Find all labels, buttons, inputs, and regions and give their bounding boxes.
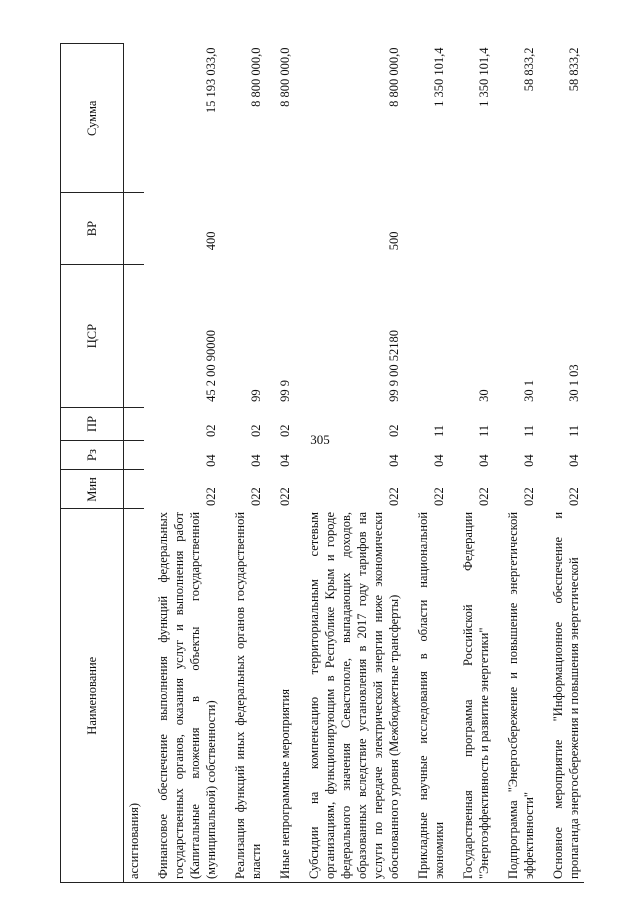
row-csr: 45 2 00 90000: [204, 330, 218, 402]
row-min: 022: [249, 487, 263, 506]
header-min: Мин: [61, 470, 124, 509]
row-rz: 04: [477, 454, 491, 467]
row-csr: 99: [249, 389, 263, 402]
row-sum: 8 800 000,0: [278, 47, 292, 107]
row-pr: 11: [477, 425, 491, 438]
row-csr: 30 1: [522, 380, 536, 402]
row-min: 022: [432, 487, 446, 506]
row-rz: 04: [432, 454, 446, 467]
row-vr: [124, 193, 145, 264]
row-vr: 400: [204, 231, 218, 251]
table-row: [124, 44, 145, 883]
row-pr: 11: [432, 425, 446, 438]
row-csr: 99 9: [278, 380, 292, 402]
row-csr: 99 9 00 52180: [387, 330, 401, 402]
table-row: [153, 44, 221, 883]
table-row: [548, 44, 584, 883]
row-sum: 1 350 101,4: [432, 47, 446, 107]
row-sum: 8 800 000,0: [249, 47, 263, 107]
row-sum: 8 800 000,0: [387, 47, 401, 107]
row-pr: 11: [522, 425, 536, 438]
row-name: Реализация функций иных федеральных органов государственной власти: [230, 509, 266, 883]
row-pr: 02: [278, 424, 292, 438]
row-name: Субсидии на компенсацию территориальным сетевым организациям, функционирующим в Республике Крым и городе федерального значения Севастополе, выпадающих доходов, образованных вследствие установления в 2017 году тарифов на услуги по передаче электрической энергии ниже экономически обоснованного уровня (Межбюджетные трансферты): [304, 509, 404, 883]
row-name: ассигнования): [124, 509, 145, 883]
row-pr: 02: [387, 424, 401, 438]
row-pr: 11: [567, 425, 581, 438]
header-pr: ПР: [61, 408, 124, 440]
row-csr: 30: [477, 389, 491, 402]
budget-table: [60, 43, 584, 883]
row-name: Прикладные научные исследования в области национальной экономики: [413, 509, 449, 883]
header-name: Наименование: [61, 509, 124, 883]
row-rz: 04: [204, 454, 218, 467]
row-vr: [503, 193, 539, 264]
row-name: Подпрограмма "Энергосбережение и повышение энергетической эффективности": [503, 509, 539, 883]
table-row: [458, 44, 494, 883]
row-vr: [275, 193, 295, 264]
table-row: [304, 44, 404, 883]
header-rz: Рз: [61, 440, 124, 470]
row-vr: 500: [387, 231, 401, 251]
row-rz: 04: [249, 454, 263, 467]
row-min: 022: [278, 487, 292, 506]
row-csr: [124, 264, 145, 408]
row-name: Финансовое обеспечение выполнения функций федеральных государственных органов, оказания услуг и выполнения работ (Капитальные вложения в объекты государственной (муниципальной) собственности): [153, 509, 221, 883]
header-csr: ЦСР: [61, 264, 124, 408]
row-rz: 04: [567, 454, 581, 467]
row-rz: [124, 440, 145, 470]
row-pr: 02: [204, 424, 218, 438]
row-sum: 15 193 033,0: [204, 47, 218, 114]
row-vr: [548, 193, 584, 264]
table-row: [413, 44, 449, 883]
row-pr: 02: [249, 424, 263, 438]
row-rz: 04: [522, 454, 536, 467]
row-min: 022: [567, 487, 581, 506]
row-min: 022: [387, 487, 401, 506]
row-name: Государственная программа Российской Федерации "Энергоэффективность и развитие энергетики": [458, 509, 494, 883]
rotated-budget-table-wrapper: [60, 33, 590, 883]
row-name: Основное мероприятие "Информационное обеспечение и пропаганда энергосбережения и повышения энергетической: [548, 509, 584, 883]
table-row: [230, 44, 266, 883]
row-rz: 04: [387, 454, 401, 467]
row-sum: 1 350 101,4: [477, 47, 491, 107]
row-sum: 58 833,2: [567, 47, 581, 92]
row-sum: [124, 44, 145, 193]
row-min: [124, 470, 145, 509]
table-row: [275, 44, 295, 883]
header-vr: ВР: [61, 193, 124, 264]
row-sum: 58 833,2: [522, 47, 536, 92]
row-min: 022: [204, 487, 218, 506]
row-pr: [124, 408, 145, 440]
row-min: 022: [522, 487, 536, 506]
table-row: [503, 44, 539, 883]
page-number: 305: [310, 432, 330, 447]
row-vr: [413, 193, 449, 264]
table-header-row: [61, 44, 124, 883]
row-rz: 04: [278, 454, 292, 467]
row-min: 022: [477, 487, 491, 506]
row-csr: 30 1 03: [567, 364, 581, 402]
header-sum: Сумма: [61, 44, 124, 193]
row-vr: [458, 193, 494, 264]
row-csr: [413, 264, 449, 408]
row-vr: [230, 193, 266, 264]
row-name: Иные непрограммные мероприятия: [275, 509, 295, 883]
